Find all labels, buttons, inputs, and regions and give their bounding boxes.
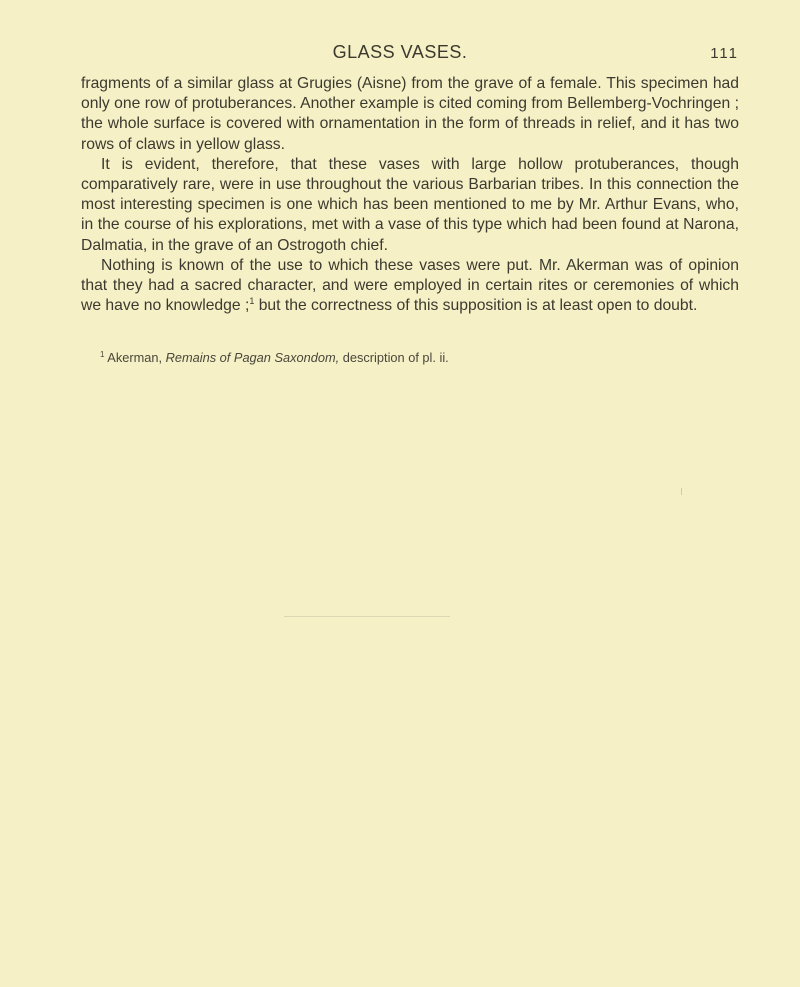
footnote-reference: 1 xyxy=(249,296,255,307)
page-number: 111 xyxy=(710,45,739,62)
body-text xyxy=(81,74,739,316)
paragraph-use xyxy=(81,256,739,317)
faint-print-mark xyxy=(284,616,450,617)
paragraph-fragments: fragments of a similar glass at Grugies (Aisne) from the grave of a female. This specimen had only one row of protuberances. Another example is cited coming from Bellemberg-Vochringen ; the whole surface is covered with ornamentation in the form of threads in relief, and it has two rows of claws in yellow glass. xyxy=(81,75,739,153)
paper-speck xyxy=(681,488,684,495)
footnote-description: description of pl. ii. xyxy=(339,350,449,365)
page-title: GLASS VASES. xyxy=(332,42,468,62)
footnote-marker: 1 xyxy=(100,350,105,359)
footnote xyxy=(81,350,739,366)
footnote-author: Akerman, xyxy=(104,350,166,365)
paragraph-use-conclusion: but the correctness of this supposition is at least open to doubt. xyxy=(254,297,698,315)
footnote-work-title: Remains of Pagan Saxondom, xyxy=(165,350,340,365)
paragraph-protuberances: It is evident, therefore, that these vases with large hollow protuberances, though comparatively rare, were in use throughout the various Barbarian tribes. In this connection the most interesting specimen is one which has been mentioned to me by Mr. Arthur Evans, who, in the course of his explorations, met with a vase of this type which had been found at Narona, Dalmatia, in the grave of an Ostrogoth chief. xyxy=(81,155,739,254)
running-head xyxy=(0,42,800,70)
paragraph-use-text: Nothing is known of the use to which these vases were put. Mr. Akerman was of opinion that they had a sacred character, and were employed in certain rites or ceremonies of which we have no knowledge ; xyxy=(81,256,739,315)
